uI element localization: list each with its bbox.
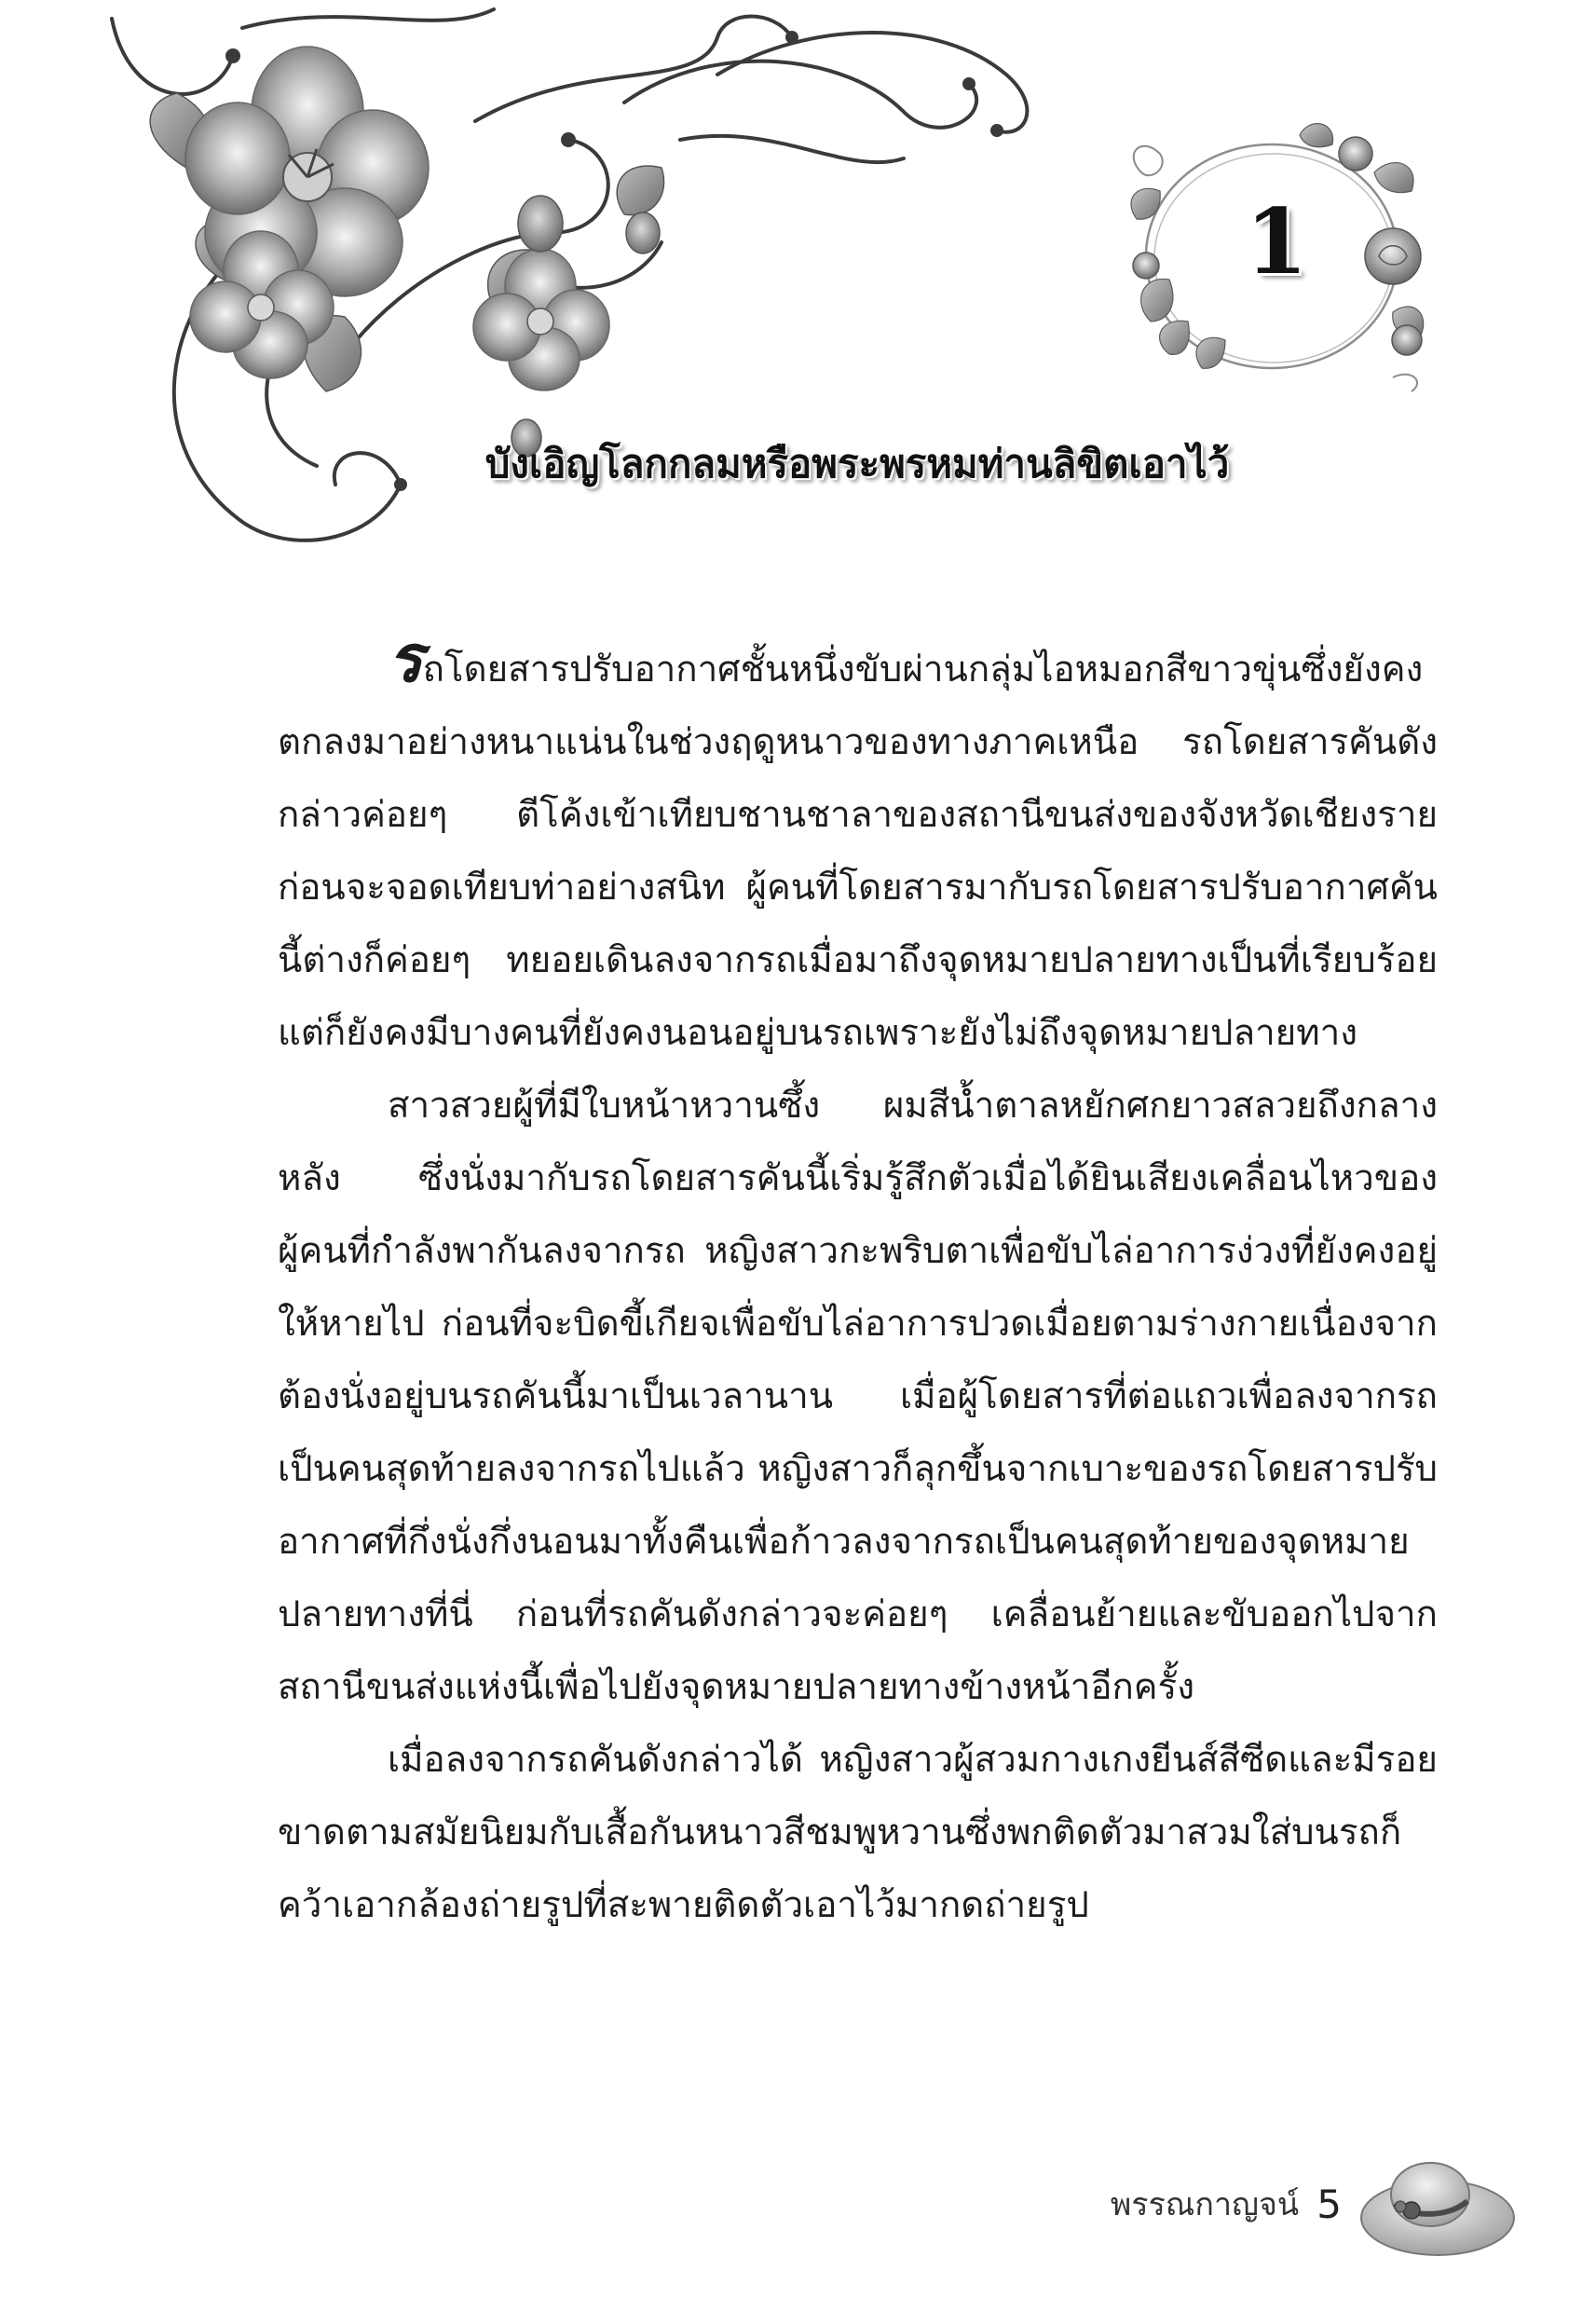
- chapter-number: 1: [1245, 189, 1308, 294]
- paragraph: เมื่อลงจากรถคันดังกล่าวได้ หญิงสาวผู้สวมกางเกงยีนส์สีซีดและมีรอยขาดตามสมัยนิยมกับเสื้อกันหนาวสีชมพูหวานซึ่งพกติดตัวมาสวมใส่บนรถก็คว้าเอากล้องถ่ายรูปที่สะพายติดตัวเอาไว้มากดถ่ายรูป: [278, 1739, 1438, 1926]
- footer-author: พรรณกาญจน์: [1110, 2186, 1300, 2223]
- chapter-body: [278, 620, 1438, 1942]
- page-number: 5: [1316, 2181, 1342, 2227]
- paragraph-text: ถโดยสารปรับอากาศชั้นหนึ่งขับผ่านกลุ่มไอหมอกสีขาวขุ่นซึ่งยังคงตกลงมาอย่างหนาแน่นในช่วงฤดูหนาวของทางภาคเหนือ รถโดยสารคันดังกล่าวค่อยๆ ตีโค้งเข้าเทียบชานชาลาของสถานีขนส่งของจังหวัดเชียงราย ก่อนจะจอดเทียบท่าอย่างสนิท ผู้คนที่โดยสารมากับรถโดยสารปรับอากาศคันนี้ต่างก็ค่อยๆ ทยอยเดินลงจากรถเมื่อมาถึงจุดหมายปลายทางเป็นที่เรียบร้อย แต่ก็ยังคงมีบางคนที่ยังคงนอนอยู่บนรถเพราะยังไม่ถึงจุดหมายปลายทาง: [278, 649, 1438, 1054]
- chapter-title: บังเอิญโลกกลมหรือพระพรหมท่านลิขิตเอาไว้: [484, 441, 1230, 486]
- drop-cap: ร: [388, 620, 423, 697]
- paragraph: [278, 620, 1438, 1070]
- paragraph: สาวสวยผู้ที่มีใบหน้าหวานซึ้ง ผมสีน้ำตาลหยักศกยาวสลวยถึงกลางหลัง ซึ่งนั่งมากับรถโดยสารคันนี้เริ่มรู้สึกตัวเมื่อได้ยินเสียงเคลื่อนไหวของผู้คนที่กำลังพากันลงจากรถ หญิงสาวกะพริบตาเพื่อขับไล่อาการง่วงที่ยังคงอยู่ให้หายไป ก่อนที่จะบิดขี้เกียจเพื่อขับไล่อาการปวดเมื่อยตามร่างกายเนื่องจากต้องนั่งอยู่บนรถคันนี้มาเป็นเวลานาน เมื่อผู้โดยสารที่ต่อแถวเพื่อลงจากรถเป็นคนสุดท้ายลงจากรถไปแล้ว หญิงสาวก็ลุกขึ้นจากเบาะของรถโดยสารปรับอากาศที่กึ่งนั่งกึ่งนอนมาทั้งคืนเพื่อก้าวลงจากรถเป็นคนสุดท้ายของจุดหมายปลายทางที่นี่ ก่อนที่รถคันดังกล่าวจะค่อยๆ เคลื่อนย้ายและขับออกไปจากสถานีขนส่งแห่งนี้เพื่อไปยังจุดหมายปลายทางข้างหน้าอีกครั้ง: [278, 1085, 1438, 1708]
- sun-hat-icon: [1356, 2143, 1519, 2264]
- page-footer: [932, 2179, 1342, 2229]
